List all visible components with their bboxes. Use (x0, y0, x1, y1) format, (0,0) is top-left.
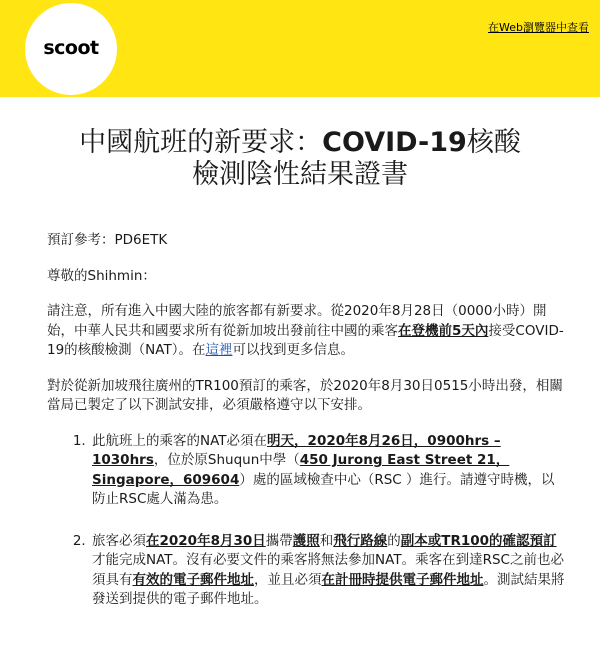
greeting: 尊敬的Shihmin： (47, 267, 156, 284)
list-item: 1. 此航班上的乘客的NAT必須在明天，2020年8月26日，0900hrs – 1030hrs，位於原Shuqun中學（450 Jurong East Street 21，Singapore，609604）處的區域檢查中心（RSC ）進行。請遵守時機，以防止RSC處人滿為患。 (90, 432, 567, 510)
scoot-logo (25, 3, 117, 95)
view-in-browser-link[interactable]: 在Web瀏覽器中查看 (488, 21, 589, 34)
header-banner (0, 0, 600, 97)
booking-reference: 預訂參考：PD6ETK (47, 232, 168, 248)
booking-code: PD6ETK (114, 232, 168, 248)
email-title (0, 127, 600, 191)
email-body (47, 231, 567, 632)
list-item: 2. 旅客必須在2020年8月30日攜帶護照和飛行路線的副本或TR100的確認預訂才能完成NAT。沒有必要文件的乘客將無法參加NAT。乘客在到達RSC之前也必須具有有效的電子郵件地址，並且必須在計冊時提供電子郵件地址。測試結果將發送到提供的電子郵件地址。 (90, 532, 567, 610)
more-info-link[interactable]: 這裡 (205, 342, 233, 358)
title-line-1: 中國航班的新要求：COVID-19核酸 (79, 127, 521, 158)
instructions-list (47, 432, 567, 610)
notice-paragraph: 請注意，所有進入中國大陸的旅客都有新要求。從2020年8月28日（0000小時）開始，中華人民共和國要求所有從新加坡出發前往中國的乘客在登機前5天內接受COVID-19的核酸檢測（NAT）。在這裡可以找到更多信息。 (47, 303, 564, 358)
title-line-2: 檢測陰性結果證書 (192, 159, 408, 190)
arrangement-paragraph: 對於從新加坡飛往廣州的TR100預訂的乘客，於2020年8月30日0515小時出發，相關當局已製定了以下測試安排，必須嚴格遵守以下安排。 (47, 377, 563, 413)
logo-text: scoot (43, 37, 99, 59)
